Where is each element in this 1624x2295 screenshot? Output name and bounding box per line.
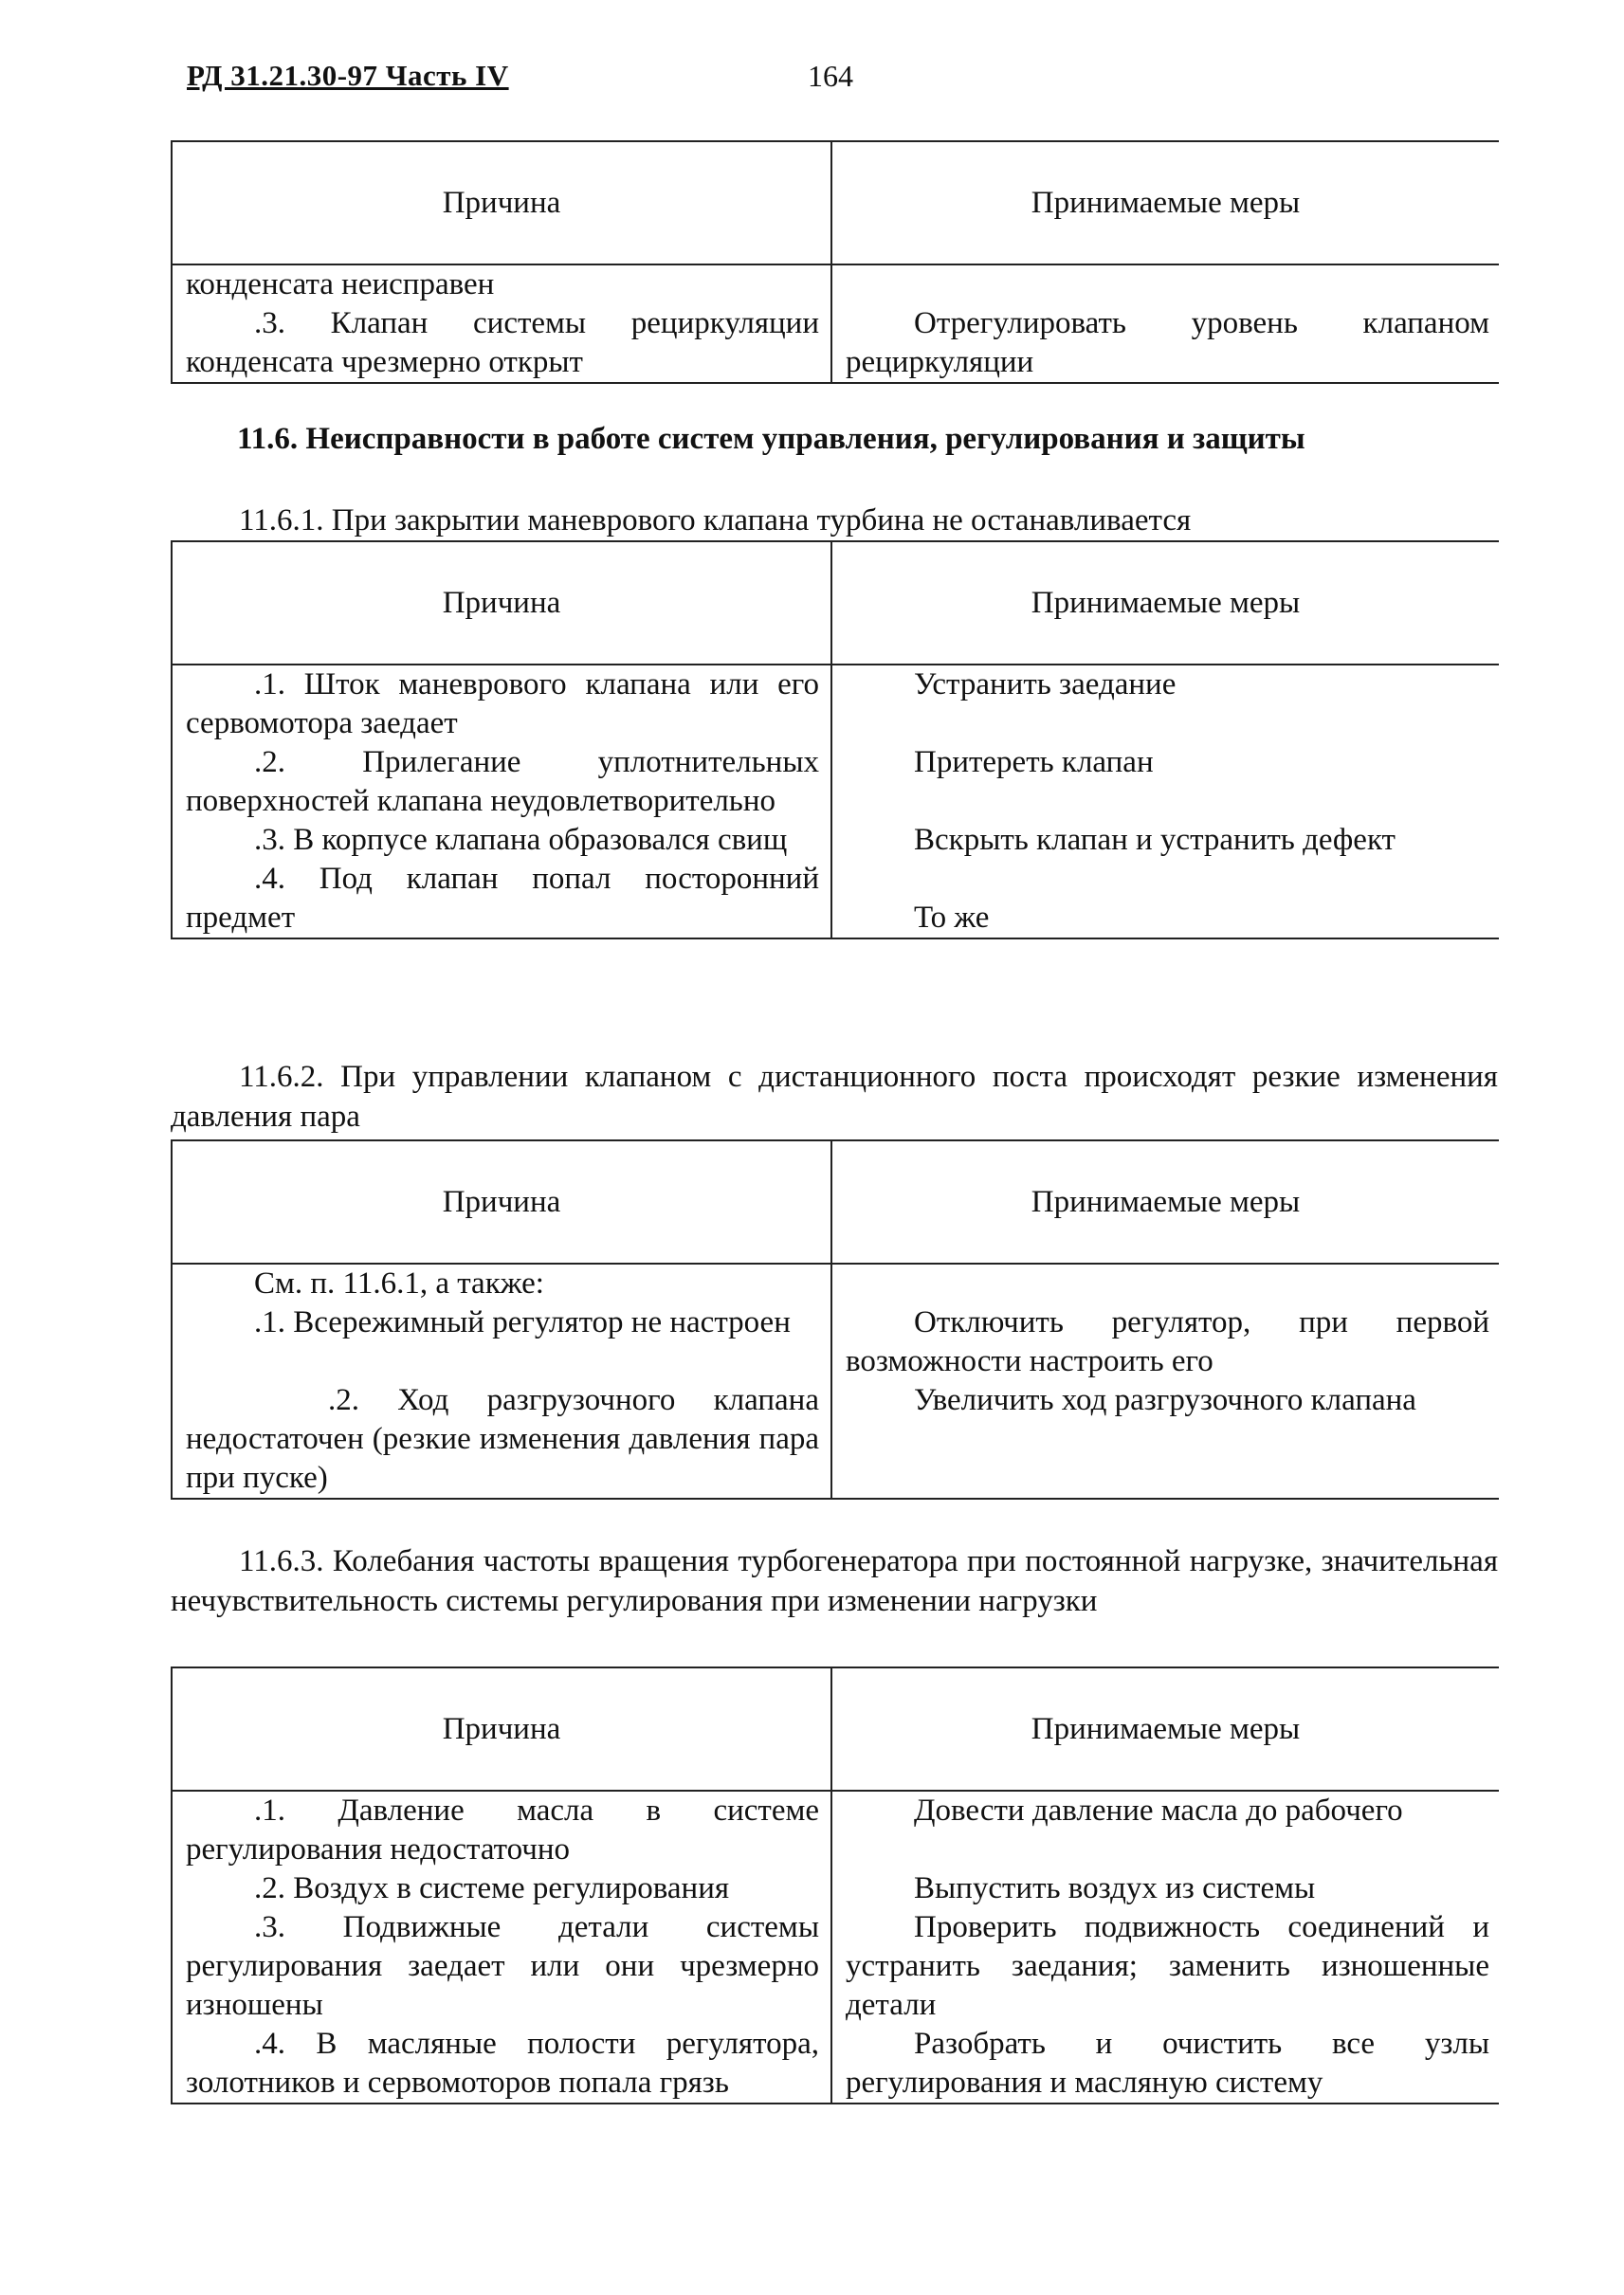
measure-cell: Устранить заедание xyxy=(914,667,1177,701)
table-11-6-2 xyxy=(171,1139,1499,1500)
cause-cell: .3. Подвижные детали системы регулирования заедает или они чрезмерно изношены xyxy=(172,1908,831,2025)
table-row xyxy=(172,665,1499,743)
cause-cell: .1. Всережимный регулятор не настроен xyxy=(172,1303,831,1381)
measure-cell: Разобрать и очистить все узлы регулирования и масляную систему xyxy=(846,2027,1489,2100)
table-row xyxy=(172,304,1499,383)
cause-cell: .4. Под клапан попал посторонний предмет xyxy=(172,860,831,938)
header-cause: Причина xyxy=(172,1667,831,1791)
header-cause: Причина xyxy=(172,141,831,264)
table-row xyxy=(172,264,1499,304)
table-row xyxy=(172,1908,1499,2025)
cause-cell: конденсата неисправен xyxy=(172,264,831,304)
measure-cell: Отрегулировать уровень клапаном рециркуляции xyxy=(846,306,1489,379)
table-row xyxy=(172,1791,1499,1869)
cause-cell: .2. Ход разгрузочного клапана недостаточен (резкие изменения давления пара при пуске) xyxy=(172,1381,831,1499)
measure-cell: Отключить регулятор, при первой возможности настроить его xyxy=(846,1305,1489,1378)
cause-cell: .2. Прилегание уплотнительных поверхностей клапана неудовлетворительно xyxy=(172,743,831,821)
table-row xyxy=(172,1303,1499,1381)
table-row xyxy=(172,2025,1499,2104)
header-cause: Причина xyxy=(172,541,831,665)
header-measures: Принимаемые меры xyxy=(831,1667,1499,1791)
header-measures: Принимаемые меры xyxy=(831,541,1499,665)
cause-cell: .4. В масляные полости регулятора, золотников и сервомоторов попала грязь xyxy=(172,2025,831,2104)
subsection-heading-1: 11.6.1. При закрытии маневрового клапана турбина не останавливается xyxy=(239,503,1192,537)
measure-cell: Проверить подвижность соединений и устранить заедания; заменить изношенные детали xyxy=(846,1910,1489,2022)
subsection-heading-2: 11.6.2. При управлении клапаном с дистанционного поста происходят резкие изменения давления пара xyxy=(171,1060,1498,1134)
table-11-6-1 xyxy=(171,540,1499,939)
header-measures: Принимаемые меры xyxy=(831,1140,1499,1264)
measure-cell: Вскрыть клапан и устранить дефект xyxy=(914,823,1396,857)
section-title: 11.6. Неисправности в работе систем управления, регулирования и защиты xyxy=(237,422,1305,456)
intro-cell: См. п. 11.6.1, а также: xyxy=(172,1264,831,1303)
table-row xyxy=(172,1381,1499,1499)
measure-cell: То же xyxy=(914,901,990,935)
cause-cell: .3. В корпусе клапана образовался свищ xyxy=(172,821,831,860)
cause-cell: .1. Шток маневрового клапана или его сервомотора заедает xyxy=(172,665,831,743)
table-row xyxy=(172,860,1499,938)
table-row xyxy=(172,1264,1499,1303)
header-cause: Причина xyxy=(172,1140,831,1264)
measure-cell: Притереть клапан xyxy=(914,745,1154,779)
subsection-heading-3: 11.6.3. Колебания частоты вращения турбогенератора при постоянной нагрузке, значительная нечувствительность системы регулирования при изменении нагрузки xyxy=(171,1544,1498,1618)
cause-cell: .1. Давление масла в системе регулирования недостаточно xyxy=(172,1791,831,1869)
measure-cell: Увеличить ход разгрузочного клапана xyxy=(914,1383,1416,1417)
table-continued xyxy=(171,140,1499,384)
table-row xyxy=(172,743,1499,821)
measure-cell: Довести давление масла до рабочего xyxy=(914,1794,1403,1828)
measure-cell xyxy=(831,264,1499,304)
cause-cell: .3. Клапан системы рециркуляции конденсата чрезмерно открыт xyxy=(172,304,831,383)
table-11-6-3 xyxy=(171,1667,1499,2104)
table-row xyxy=(172,821,1499,860)
measure-cell: Выпустить воздух из системы xyxy=(914,1871,1316,1905)
header-measures: Принимаемые меры xyxy=(831,141,1499,264)
cause-cell: .2. Воздух в системе регулирования xyxy=(172,1869,831,1908)
page-number: 164 xyxy=(808,59,853,93)
running-head: РД 31.21.30-97 Часть IV xyxy=(187,59,509,92)
table-row xyxy=(172,1869,1499,1908)
